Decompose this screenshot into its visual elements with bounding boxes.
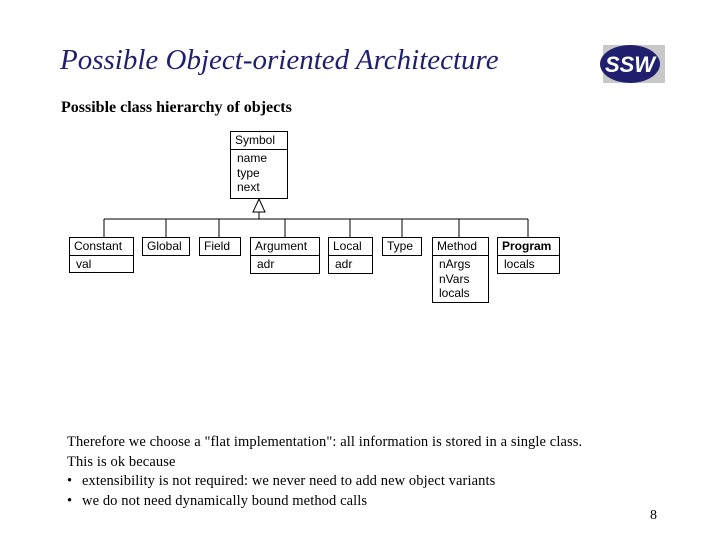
- class-name: Method: [437, 239, 478, 253]
- class-attributes: [498, 255, 559, 272]
- text-line: This is ok because: [67, 453, 176, 470]
- class-global: [142, 237, 190, 256]
- logo-text: SSW: [604, 52, 656, 77]
- class-argument: [250, 237, 320, 274]
- attribute: next: [237, 180, 260, 194]
- class-attributes: [231, 149, 287, 195]
- bullet-item: [67, 492, 582, 512]
- class-name: Symbol: [235, 133, 276, 147]
- class-symbol: [230, 131, 288, 199]
- class-name: Program: [502, 239, 552, 253]
- bullet-text: we do not need dynamically bound method calls: [82, 492, 368, 509]
- text-line: Therefore we choose a "flat implementation": all information is stored in a single class.: [67, 434, 583, 450]
- class-local: [328, 237, 373, 274]
- class-constant: [69, 237, 134, 273]
- class-attributes: [433, 255, 488, 301]
- attribute: nArgs: [439, 257, 471, 271]
- attribute: type: [237, 165, 260, 180]
- class-attributes: [329, 255, 372, 272]
- class-name: Global: [147, 239, 182, 253]
- inheritance-arrow: [253, 199, 265, 212]
- attribute: nVars: [439, 271, 470, 286]
- class-name: Type: [387, 239, 414, 253]
- class-program: [497, 237, 560, 274]
- class-name: Field: [204, 239, 231, 253]
- attribute: val: [76, 257, 92, 271]
- attribute: locals: [504, 257, 535, 271]
- bullet-text: extensibility is not required: we never need to add new object variants: [82, 473, 496, 489]
- class-attributes: [70, 255, 133, 272]
- page-number: 8: [650, 508, 657, 523]
- attribute: name: [237, 151, 268, 165]
- class-name: Local: [333, 239, 362, 253]
- class-method: [432, 237, 489, 303]
- explanation-text: [67, 433, 582, 511]
- attribute: adr: [335, 257, 353, 271]
- slide-title: Possible Object-oriented Architecture: [60, 44, 499, 76]
- class-type: [382, 237, 422, 256]
- slide-subtitle: Possible class hierarchy of objects: [61, 99, 292, 116]
- attribute: locals: [439, 286, 470, 300]
- attribute: adr: [257, 257, 275, 271]
- class-field: [199, 237, 241, 256]
- class-name: Argument: [255, 239, 308, 253]
- class-name: Constant: [74, 239, 123, 253]
- bullet-item: [67, 472, 582, 492]
- class-attributes: [251, 255, 319, 272]
